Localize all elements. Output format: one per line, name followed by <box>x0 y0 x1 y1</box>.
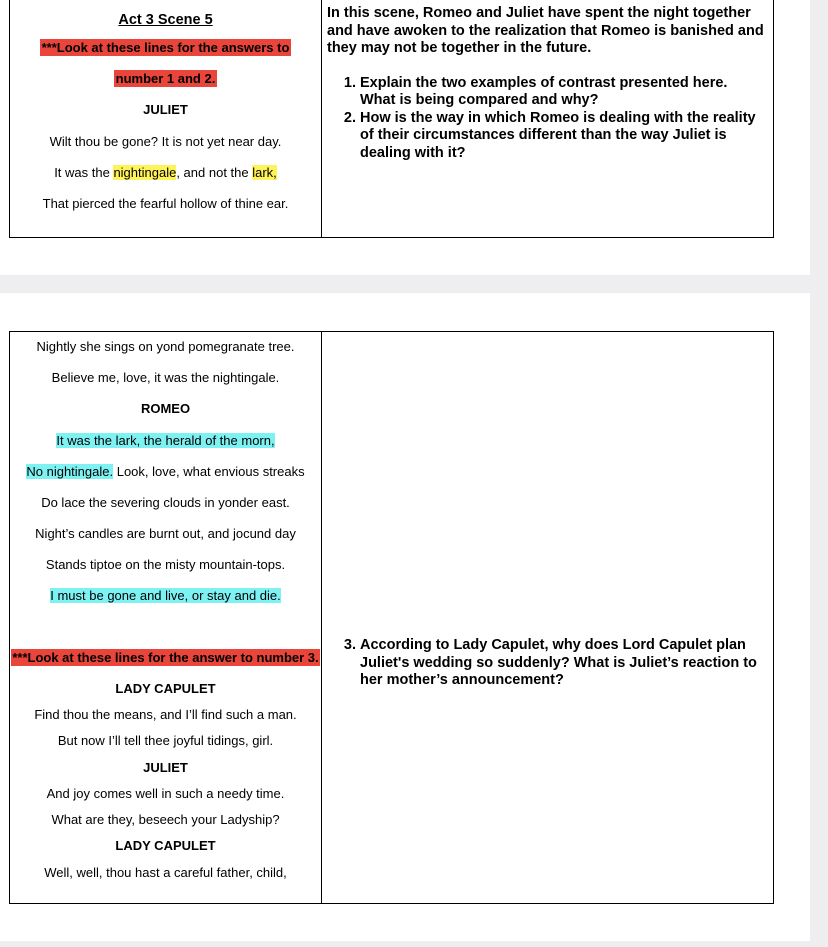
question-list <box>322 75 773 163</box>
question-list <box>322 637 773 690</box>
highlighted-phrase: No nightingale. <box>26 464 114 479</box>
scene-title: Act 3 Scene 5 <box>118 12 213 28</box>
script-line: Wilt thou be gone? It is not yet near day. <box>49 134 282 149</box>
questions-cell <box>322 0 774 238</box>
scene-intro: In this scene, Romeo and Juliet have spent the night together and have awoken to the realization that Romeo is banished and they may not be together in the future. <box>327 5 764 56</box>
highlighted-line: I must be gone and live, or stay and die. <box>50 588 281 603</box>
speaker-name: LADY CAPULET <box>115 838 216 853</box>
script-line: What are they, beseech your Ladyship? <box>51 812 280 827</box>
script-cell <box>10 332 322 904</box>
worksheet-table-2 <box>9 331 774 904</box>
question-1: 1. Explain the two examples of contrast presented here. What is being compared and why? <box>360 75 773 110</box>
script-line: Night’s candles are burnt out, and jocund day <box>35 526 296 541</box>
script-line: It was the nightingale, and not the lark, <box>54 165 277 180</box>
script-line: Nightly she sings on yond pomegranate tree. <box>36 339 295 354</box>
script-line: Well, well, thou hast a careful father, child, <box>44 865 287 880</box>
questions-cell <box>322 332 774 904</box>
highlight-lark: lark, <box>252 165 277 180</box>
answer-note: ***Look at these lines for the answers to <box>41 40 290 55</box>
answer-note-continued: number 1 and 2. <box>115 71 216 86</box>
script-cell <box>10 0 322 238</box>
script-line: But now I’ll tell thee joyful tidings, girl. <box>57 733 274 748</box>
highlighted-line: It was the lark, the herald of the morn, <box>56 433 275 448</box>
question-3: 3. According to Lady Capulet, why does Lord Capulet plan Juliet's wedding so suddenly? What is Juliet’s reaction to her mother’s announcement? <box>360 637 773 690</box>
script-line: Do lace the severing clouds in yonder east. <box>41 495 290 510</box>
script-line: Believe me, love, it was the nightingale. <box>51 370 280 385</box>
script-line: That pierced the fearful hollow of thine ear. <box>42 196 289 211</box>
question-2: 2. How is the way in which Romeo is dealing with the reality of their circumstances different than the way Juliet is dealing with it? <box>360 110 773 163</box>
speaker-name: JULIET <box>143 102 188 117</box>
script-line: No nightingale. Look, love, what envious streaks <box>26 464 305 479</box>
script-line: And joy comes well in such a needy time. <box>46 786 285 801</box>
highlight-nightingale: nightingale <box>113 165 177 180</box>
document-page-2 <box>0 293 810 941</box>
speaker-name: JULIET <box>143 760 188 775</box>
page-gutter <box>810 0 828 947</box>
script-line: Find thou the means, and I’ll find such a man. <box>34 707 297 722</box>
answer-note: ***Look at these lines for the answer to number 3. <box>12 650 319 665</box>
worksheet-table-1 <box>9 0 774 238</box>
document-page-1 <box>0 0 810 275</box>
script-line: Stands tiptoe on the misty mountain-tops. <box>45 557 286 572</box>
speaker-name: LADY CAPULET <box>115 681 216 696</box>
speaker-name: ROMEO <box>140 401 191 416</box>
